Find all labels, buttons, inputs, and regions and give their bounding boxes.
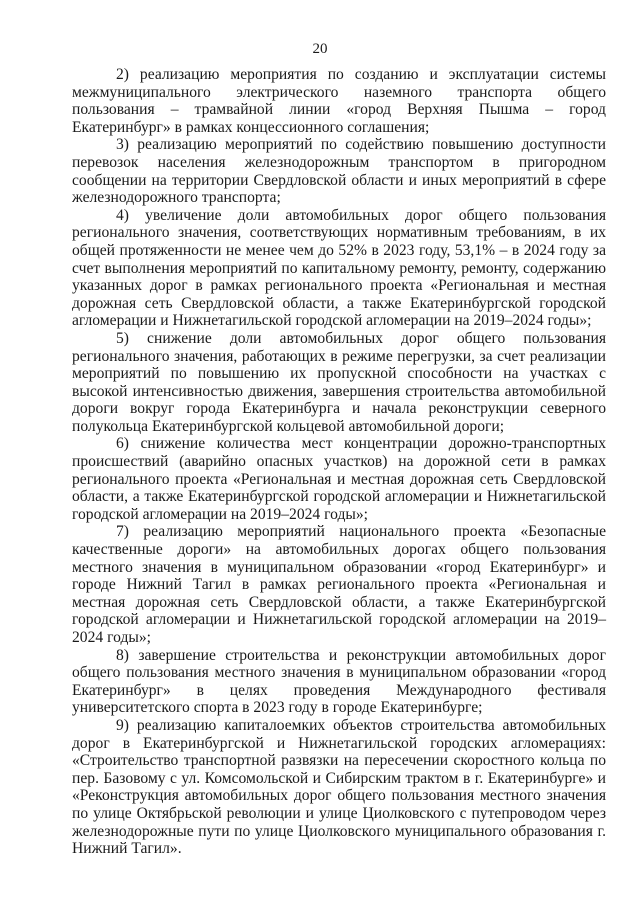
paragraph-item-4: 4) увеличение доли автомобильных дорог общего пользования регионального значения, соответствующих нормативным требованиям, в их общей протяженности не менее чем до 52% в 2023 году, 53,1% – в 2024 году за счет выполнения мероприятий по капитальному ремонту, ремонту, содержанию указанных дорог в рамках регионального проекта «Региональная и местная дорожная сеть Свердловской области, а также Екатеринбургской городской агломерации и Нижнетагильской городской агломерации на 2019–2024 годы»; (72, 206, 606, 330)
paragraph-item-7: 7) реализацию мероприятий национального проекта «Безопасные качественные дороги» на автомобильных дорогах общего пользования местного значения в муниципальном образовании «город Екатеринбург» и городе Нижний Тагил в рамках регионального проекта «Региональная и местная дорожная сеть Свердловской области, а также Екатеринбургской городской агломерации и Нижнетагильской городской агломерации на 2019–2024 годы»; (72, 523, 606, 646)
paragraph-item-3: 3) реализацию мероприятий по содействию повышению доступности перевозок населения железнодорожным транспортом в пригородном сообщении на территории Свердловской области и иных мероприятий в сфере железнодорожного транспорта; (72, 136, 606, 207)
paragraph-item-2: 2) реализацию мероприятия по созданию и эксплуатации системы межмуниципального электрического наземного транспорта общего пользования – трамвайной линии «город Верхняя Пышма – город Екатеринбург» в рамках концессионного соглашения; (72, 66, 606, 136)
document-body (72, 66, 606, 858)
paragraph-item-9: 9) реализацию капиталоемких объектов строительства автомобильных дорог в Екатеринбургской и Нижнетагильской городских агломерациях: «Строительство транспортной развязки на пересечении скоростного кольца по пер. Базовому с ул. Комсомольской и Сибирским трактом в г. Екатеринбурге» и «Реконструкция автомобильных дорог общего пользования местного значения по улице Октябрьской революции и улице Циолковского с путепроводом через железнодорожные пути по улице Циолковского муниципального образования г. Нижний Тагил». (72, 716, 606, 858)
paragraph-item-5: 5) снижение доли автомобильных дорог общего пользования регионального значения, работающих в режиме перегрузки, за счет реализации мероприятий по повышению их пропускной способности на участках с высокой интенсивностью движения, завершения строительства автомобильной дороги вокруг города Екатеринбурга и начала реконструкции северного полукольца Екатеринбургской кольцевой автомобильной дороги; (72, 329, 606, 435)
page-number: 20 (312, 41, 328, 57)
paragraph-item-8: 8) завершение строительства и реконструкции автомобильных дорог общего пользования местного значения в муниципальном образовании «город Екатеринбург» в целях проведения Международного фестиваля университетского спорта в 2023 году в городе Екатеринбурге; (72, 646, 606, 717)
paragraph-item-6: 6) снижение количества мест концентрации дорожно-транспортных происшествий (аварийно опасных участков) на дорожной сети в рамках регионального проекта «Региональная и местная дорожная сеть Свердловской области, а также Екатеринбургской городской агломерации и Нижнетагильской городской агломерации на 2019–2024 годы»; (72, 435, 606, 523)
